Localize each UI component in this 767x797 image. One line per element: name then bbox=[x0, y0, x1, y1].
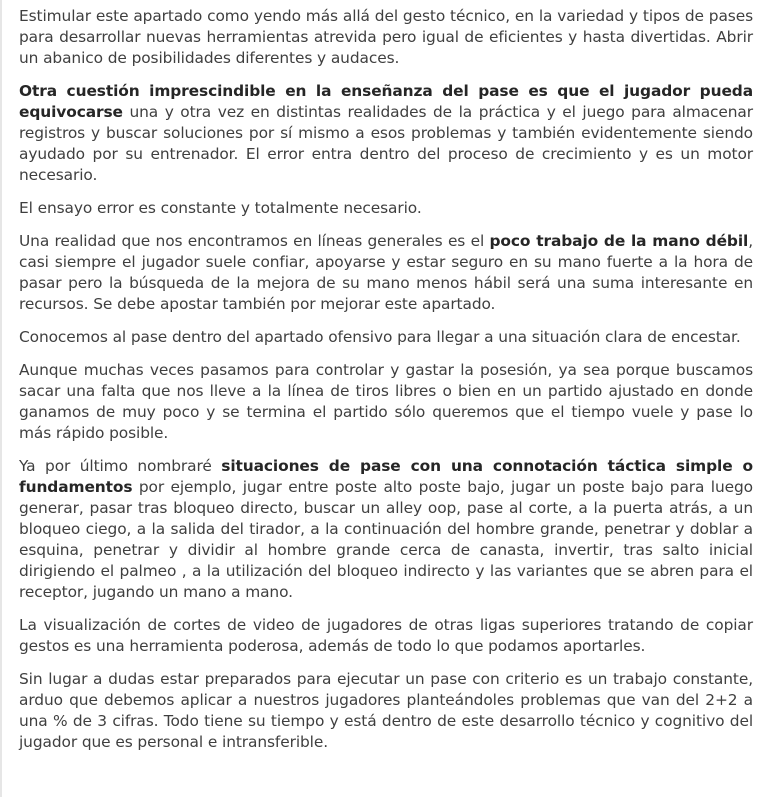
highlighted-text: poco trabajo de la mano débil bbox=[489, 232, 749, 250]
paragraph-8 bbox=[19, 615, 753, 657]
highlighted-text: Otra cuestión imprescindible en la enseñanza del pase es que el jugador pueda equivocarse bbox=[19, 82, 753, 121]
highlighted-text: situaciones de pase con una connotación táctica simple o fundamentos bbox=[19, 457, 753, 496]
left-border bbox=[0, 0, 2, 797]
paragraph-text: La visualización de cortes de video de jugadores de otras ligas superiores tratando de copiar gestos es una herramienta poderosa, además de todo lo que podamos aportarles. bbox=[19, 616, 753, 655]
paragraph-4 bbox=[19, 231, 753, 315]
paragraph-1 bbox=[19, 6, 753, 69]
paragraph-text: Ya por último nombraré bbox=[19, 457, 222, 475]
paragraph-text: una y otra vez en distintas realidades de la práctica y el juego para almacenar registros y buscar soluciones por sí mismo a esos problemas y también evidentemente siendo ayudado por su entrenador. El error entra dentro del proceso de crecimiento y es un motor necesario. bbox=[19, 103, 753, 184]
paragraph-6 bbox=[19, 360, 753, 444]
paragraph-5 bbox=[19, 327, 753, 348]
paragraph-text: Conocemos al pase dentro del apartado ofensivo para llegar a una situación clara de encestar. bbox=[19, 328, 741, 346]
paragraph-3 bbox=[19, 198, 753, 219]
paragraph-7 bbox=[19, 456, 753, 603]
paragraph-text: Aunque muchas veces pasamos para controlar y gastar la posesión, ya sea porque buscamos sacar una falta que nos lleve a la línea de tiros libres o bien en un partido ajustado en donde ganamos de muy poco y se termina el partido sólo queremos que el tiempo vuele y pase lo más rápido posible. bbox=[19, 361, 753, 442]
paragraph-9 bbox=[19, 669, 753, 753]
paragraph-text: Una realidad que nos encontramos en líneas generales es el bbox=[19, 232, 490, 250]
paragraph-text: Sin lugar a dudas estar preparados para ejecutar un pase con criterio es un trabajo constante, arduo que debemos aplicar a nuestros jugadores planteándoles problemas que van del 2+2 a una % de 3 cifras. Todo tiene su tiempo y está dentro de este desarrollo técnico y cognitivo del jugador que es personal e intransferible. bbox=[19, 670, 753, 751]
paragraph-text: por ejemplo, jugar entre poste alto poste bajo, jugar un poste bajo para luego generar, pasar tras bloqueo directo, buscar un alley oop, pase al corte, a la puerta atrás, a un bloqueo ciego, a la salida del tirador, a la continuación del hombre grande, penetrar y doblar a esquina, penetrar y dividir al hombre grande cerca de canasta, invertir, tras salto inicial dirigiendo el palmeo , a la utilización del bloqueo indirecto y las variantes que se abren para el receptor, jugando un mano a mano. bbox=[19, 478, 753, 601]
article-body bbox=[19, 6, 753, 765]
paragraph-2 bbox=[19, 81, 753, 186]
paragraph-text: , casi siempre el jugador suele confiar, apoyarse y estar seguro en su mano fuerte a la hora de pasar pero la búsqueda de la mejora de su mano menos hábil será una suma interesante en recursos. Se debe apostar también por mejorar este apartado. bbox=[19, 232, 753, 313]
paragraph-text: El ensayo error es constante y totalmente necesario. bbox=[19, 199, 422, 217]
paragraph-text: Estimular este apartado como yendo más allá del gesto técnico, en la variedad y tipos de pases para desarrollar nuevas herramientas atrevida pero igual de eficientes y hasta divertidas. Abrir un abanico de posibilidades diferentes y audaces. bbox=[19, 7, 753, 67]
